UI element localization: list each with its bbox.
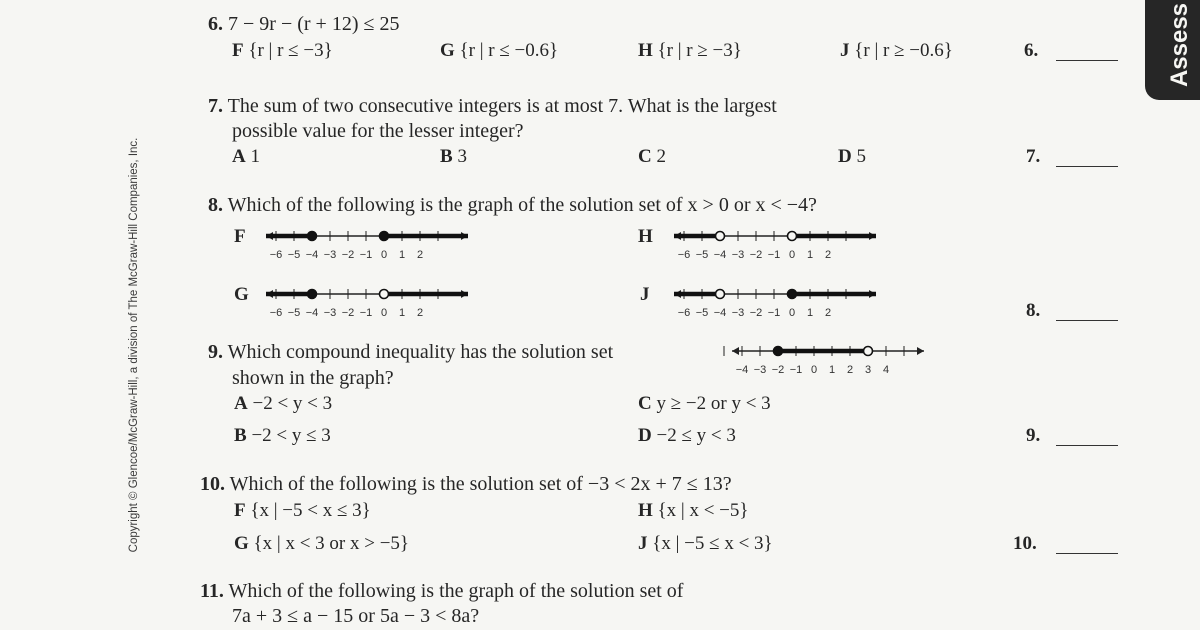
open-endpoint [864,347,873,356]
closed-endpoint [788,290,797,299]
closed-endpoint [774,347,783,356]
tick-label: −6 [269,249,283,261]
tick-label: 3 [864,364,872,376]
tick-label: −1 [767,307,781,319]
tick-label: 1 [828,364,836,376]
q10-option-j[interactable]: J {x | −5 ≤ x < 3} [638,533,773,554]
open-endpoint [716,290,725,299]
tick-label: −5 [287,307,301,319]
q7-answer-blank[interactable] [1056,166,1118,167]
q9-option-d[interactable]: D −2 ≤ y < 3 [638,425,736,446]
question-6-number: 6. [208,13,223,35]
tick-label: −5 [287,249,301,261]
q10-answer-blank[interactable] [1056,553,1118,554]
tick-label: −3 [731,249,745,261]
q10-answer-label: 10. [1013,533,1037,554]
copyright-notice: Copyright © Glencoe/McGraw-Hill, a division of The McGraw-Hill Companies, Inc. [128,137,140,553]
tick-label: −5 [695,249,709,261]
tick-label: −4 [305,249,319,261]
question-10 [200,473,732,496]
tick-label: 1 [398,307,406,319]
q6-option-f[interactable]: F {r | r ≤ −3} [232,40,333,61]
tick-label: 2 [824,307,832,319]
tick-label: 2 [416,249,424,261]
tick-label: −2 [749,249,763,261]
tick-label: 0 [788,307,796,319]
tick-label: 4 [882,364,890,376]
q9-number-line [730,341,926,377]
tick-label: −6 [677,307,691,319]
tick-label: 0 [810,364,818,376]
open-endpoint [716,232,725,241]
tick-label: −1 [767,249,781,261]
q7-answer-label: 7. [1026,146,1041,167]
q6-option-g[interactable]: G {r | r ≤ −0.6} [440,40,559,61]
question-6-text: 7 − 9r − (r + 12) ≤ 25 [228,13,400,35]
tick-label: −1 [789,364,803,376]
closed-endpoint [308,232,317,241]
q8-answer-label: 8. [1026,300,1041,321]
tick-label: −4 [305,307,319,319]
tick-label: −2 [341,249,355,261]
q8-option-f-letter[interactable]: F [234,226,246,247]
question-7-text-line2: possible value for the lesser integer? [232,120,524,142]
tick-label: −6 [677,249,691,261]
q8-option-h-number-line [672,226,878,262]
tick-label: 1 [806,249,814,261]
question-6 [208,13,399,36]
q6-option-h[interactable]: H {r | r ≥ −3} [638,40,742,61]
tick-label: −3 [323,249,337,261]
question-8-text: Which of the following is the graph of the solution set of x > 0 or x < −4? [227,194,817,216]
closed-endpoint [308,290,317,299]
question-11-text-line2: 7a + 3 ≤ a − 15 or 5a − 3 < 8a? [232,605,480,627]
q7-option-a[interactable]: A 1 [232,146,260,167]
tick-label: −6 [269,307,283,319]
axis-arrow-left [732,347,739,355]
tick-label: 0 [788,249,796,261]
q8-option-h-letter[interactable]: H [638,226,653,247]
question-8 [208,194,817,217]
tick-label: 2 [846,364,854,376]
tick-label: −5 [695,307,709,319]
question-10-text: Which of the following is the solution set of −3 < 2x + 7 ≤ 13? [229,473,732,495]
q8-option-j-number-line [672,284,878,320]
q6-option-j[interactable]: J {r | r ≥ −0.6} [840,40,953,61]
tick-label: 2 [416,307,424,319]
q8-option-g-number-line [264,284,470,320]
q9-option-b[interactable]: B −2 < y ≤ 3 [234,425,331,446]
q8-option-g-letter[interactable]: G [234,284,249,305]
question-9-text-line1: Which compound inequality has the solution set [227,341,614,363]
tick-label: 0 [380,249,388,261]
q7-option-b[interactable]: B 3 [440,146,467,167]
assess-tab-label: Assess [1166,2,1193,88]
q10-option-g[interactable]: G {x | x < 3 or x > −5} [234,533,410,554]
q8-option-f-graph[interactable] [264,226,470,262]
q8-option-j-graph[interactable] [672,284,878,320]
q8-option-g-graph[interactable] [264,284,470,320]
question-7 [208,95,777,118]
question-10-number: 10. [200,473,225,495]
tick-label: −1 [359,307,373,319]
q6-answer-label: 6. [1024,40,1039,61]
tick-label: 0 [380,307,388,319]
open-endpoint [380,290,389,299]
question-11-number: 11. [200,580,224,602]
tick-label: 1 [806,307,814,319]
tick-label: −4 [735,364,749,376]
closed-endpoint [380,232,389,241]
q9-answer-blank[interactable] [1056,445,1118,446]
q8-option-h-graph[interactable] [672,226,878,262]
q8-option-f-number-line [264,226,470,262]
question-7-text-line1: The sum of two consecutive integers is at most 7. What is the largest [227,95,777,117]
tick-label: −4 [713,249,727,261]
q9-option-a[interactable]: A −2 < y < 3 [234,393,333,414]
question-7-number: 7. [208,95,223,117]
question-9 [208,341,613,364]
q10-option-h[interactable]: H {x | x < −5} [638,500,749,521]
q7-option-c[interactable]: C 2 [638,146,666,167]
q9-graph [730,341,926,377]
tick-label: −3 [323,307,337,319]
q8-answer-blank[interactable] [1056,320,1118,321]
question-9-text-line2: shown in the graph? [232,367,394,389]
tick-label: −4 [713,307,727,319]
tick-label: −2 [341,307,355,319]
tick-label: 2 [824,249,832,261]
q8-option-j-letter[interactable]: J [640,284,650,305]
tick-label: −2 [771,364,785,376]
tick-label: −2 [749,307,763,319]
axis-arrow-right [917,347,924,355]
question-8-number: 8. [208,194,223,216]
tick-label: −1 [359,249,373,261]
question-9-number: 9. [208,341,223,363]
tick-label: 1 [398,249,406,261]
q10-option-f[interactable]: F {x | −5 < x ≤ 3} [234,500,371,521]
question-11-text-line1: Which of the following is the graph of the solution set of [228,580,684,602]
open-endpoint [788,232,797,241]
q7-option-d[interactable]: D 5 [838,146,866,167]
q6-answer-blank[interactable] [1056,60,1118,61]
tick-label: −3 [731,307,745,319]
tick-label: −3 [753,364,767,376]
q9-option-c[interactable]: C y ≥ −2 or y < 3 [638,393,771,414]
question-11 [200,580,683,603]
q9-answer-label: 9. [1026,425,1041,446]
